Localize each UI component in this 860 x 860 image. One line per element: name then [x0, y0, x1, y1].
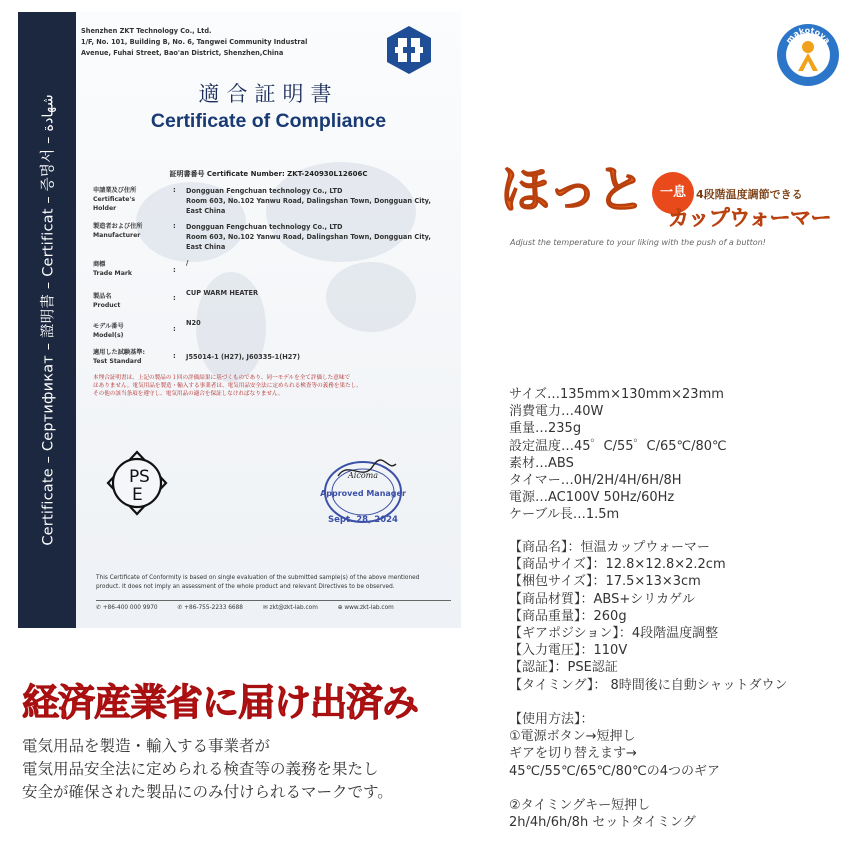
logo-badge: 一息: [652, 172, 694, 214]
product-value: CUP WARM HEATER: [186, 289, 259, 297]
product-logo: [500, 160, 840, 260]
footer-website: ⊕ www.zkt-lab.com: [337, 605, 394, 611]
detail-item: 【商品サイズ】：12.8×12.8×2.2cm: [509, 557, 726, 573]
svg-text:E: E: [132, 485, 143, 505]
holder-value: Dongguan Fengchuan technology Co., LTD Room 603, No.102 Yanwu Road, Dalingshan Town, Dongguan City, East China: [186, 187, 431, 215]
usage-heading: 【使用方法】：: [509, 712, 594, 728]
manufacturer-label: 製造者および住所 Manufacturer: [93, 223, 143, 239]
headline: 経済産業省に届け出済み: [22, 681, 418, 724]
detail-list: [509, 539, 788, 831]
detail-item: 【商品名】：恒温カップウォーマー: [509, 540, 710, 555]
holder-label: 申請業及び住所 Certificate's Holder: [93, 187, 137, 212]
model-value: N20: [186, 319, 201, 327]
logo-product-name: カップウォーマー: [668, 206, 831, 230]
spec-item: ケーブル長…1.5m: [509, 507, 620, 523]
svg-text:Sept. 28, 2024: Sept. 28, 2024: [328, 515, 398, 525]
detail-item: 【入力電圧】：110V: [509, 643, 628, 659]
svg-text:Aicoma: Aicoma: [348, 471, 378, 480]
svg-text:S: S: [139, 467, 150, 487]
pse-mark-icon: [106, 450, 168, 516]
detail-item: 【認証】：PSE認証: [509, 660, 618, 676]
makotoya-logo-icon: [776, 23, 840, 87]
issuer-line: Avenue, Fuhai Street, Bao'an District, Shenzhen,China: [81, 49, 284, 57]
certificate-footer: [96, 600, 451, 611]
detail-spacer: [509, 694, 788, 711]
certificate-title-en: Certificate of Compliance: [150, 110, 387, 132]
issuer-line: 1/F, No. 101, Building B, No. 6, Tangwei Community Industral: [81, 38, 308, 46]
manufacturer-value: Dongguan Fengchuan technology Co., LTD Room 603, No.102 Yanwu Road, Dalingshan Town, Dongguan City, East China: [186, 223, 431, 251]
certificate-disclaimer: This Certificate of Conformity is based on single evaluation of the submitted sample(s) of the above mentioned product. It does not imply an assessment of the whole product and relevant Directives to be observed.: [96, 575, 420, 590]
trademark-value: /: [186, 259, 189, 267]
issuer-logo-icon: [383, 24, 435, 76]
footer-phone-1: ✆ +86-400 000 9970: [96, 605, 158, 611]
certificate-title-jp: 適合証明書: [198, 82, 339, 106]
description: [22, 735, 393, 804]
usage-step: ①電源ボタン→短押し: [509, 729, 636, 745]
standard-label: 適用した試験基準: Test Standard: [93, 349, 145, 365]
spec-item: 消費電力…40W: [509, 404, 604, 420]
certificate-side-band: [18, 12, 76, 628]
detail-spacer: [509, 780, 788, 797]
logo-tagline: 4段階温度調節できる: [696, 188, 803, 201]
product-label: 製品名 Product: [93, 293, 121, 309]
usage-step: ギアを切り替えます→: [509, 746, 637, 762]
detail-item: 【商品材質】：ABS+シリカゲル: [509, 591, 695, 607]
description-line: 安全が確保された製品にのみ付けられるマークです。: [22, 783, 393, 801]
svg-text:makotoya: makotoya: [784, 25, 832, 46]
spec-item: 設定温度…45゜C/55゜C/65℃/80℃: [509, 438, 727, 454]
trademark-label: 商標 Trade Mark: [93, 261, 133, 277]
spec-item: サイズ…135mm×130mm×23mm: [509, 387, 724, 402]
spec-item: 素材…ABS: [509, 455, 574, 471]
issuer-line: Shenzhen ZKT Technology Co., Ltd.: [81, 27, 212, 35]
detail-item: 【商品重量】：260g: [509, 608, 627, 624]
logo-subtitle: Adjust the temperature to your liking with the push of a button!: [510, 238, 766, 247]
spec-item: 重量…235g: [509, 421, 582, 437]
model-label: モデル番号 Model(s): [93, 323, 124, 339]
spec-item: タイマー…0H/2H/4H/6H/8H: [509, 473, 682, 489]
standard-value: J55014-1 (H27), J60335-1(H27): [186, 353, 300, 361]
description-line: 電気用品を製造・輸入する事業者が: [22, 737, 271, 755]
spec-list: [509, 386, 727, 524]
footer-phone-2: ✆ +86-755-2233 6688: [177, 605, 243, 611]
approval-stamp-icon: [318, 452, 408, 526]
svg-text:P: P: [129, 467, 140, 487]
footer-email: ✉ zkt@zkt-lab.com: [262, 605, 318, 611]
certificate-notice: 本埋合証明書は、上記の製品の１回の評価結果に基づくものであり、同一モデルを全て評価した意味で はありません。電気用品を製造・輸入する事業者は、電気用品安全法に定められる検査等の義務を果たし、 その他の該当条項を遵守し、電気用品の適合を保証しなければなりません。: [93, 375, 362, 397]
detail-item: 【梱包サイズ】：17.5×13×3cm: [509, 574, 701, 590]
usage-step: ②タイミングキー短押し: [509, 798, 651, 814]
side-band-text: Certificate – Сертификат – 證明書 – Certificat – 증명서 – شهادة: [40, 94, 57, 546]
certificate-image: Certificate – Сертификат – 證明書 – Certificat – 증명서 – شهادة Shenzhen ZKT Technology Co., Ltd. 1/F, No. 101, Building B, No. 6, Tangwei Community Industral Avenue, Fuhai Street, Bao'an District, Shenzhen,China 適合証明書 Certificate of Compliance 証明書番号 Certificate Number: ZKT-240930L12606C 申請業及び住所 Certificate's Holder : Dongguan Fengchuan technology Co., LTD Room 603, No.102 Yanwu Road, Dalingshan Town, Dongguan City, East China 製造者および住所 Manufacturer : Dongguan Fengchuan technology Co., LTD Room 603, No.102 Yanwu Road, Dalingshan Town, Dongguan City, East China 商標 Trade Mark : / 製品名 Product : CUP WARM HEATER モデル番号 Model(s) : N20 適用した試験基準: Test Standard : J55014-1 (H27), J60335-1(H27) 本埋合証明書は、上記の製品の１回の評価結果に基づくものであり、同一モデルを全て評価した意味で はありません。電気用品を製造・輸入する事業者は、電気用品安全法に定められる検査等の義務を果たし、 その他の該当条項を遵守し、電気用品の適合を保証しなければなりません。 P S E Aicoma Approved Manager Sept. 28, 2024 This Certificate of Conformity is based on single evaluation of the submitted sample(s) of the above mentioned product. It does not imply an assessment of the whole product and relevant Directives to be observed. ✆ +86-400 000 9970 ✆ +86-755-2233 6688 ✉ zkt@zkt-lab.com ⊕ www.zkt-lab.com: [18, 12, 461, 628]
svg-text:Approved Manager: Approved Manager: [320, 489, 406, 498]
issuer-block: [81, 26, 341, 59]
description-line: 電気用品安全法に定められる検査等の義務を果たし: [22, 760, 379, 778]
usage-step: 45℃/55℃/65℃/80℃の4つのギア: [509, 763, 720, 779]
detail-item: 【タイミング】： 8時間後に自動シャットダウン: [509, 677, 788, 693]
certificate-number: 証明書番号 Certificate Number: ZKT-240930L12606C: [169, 170, 368, 178]
spec-item: 電源…AC100V 50Hz/60Hz: [509, 490, 675, 506]
logo-main-text: ほっと: [500, 161, 644, 219]
detail-item: 【ギアポジション】：4段階温度調整: [509, 626, 719, 642]
usage-step: 2h/4h/6h/8h セットタイミング: [509, 815, 696, 831]
